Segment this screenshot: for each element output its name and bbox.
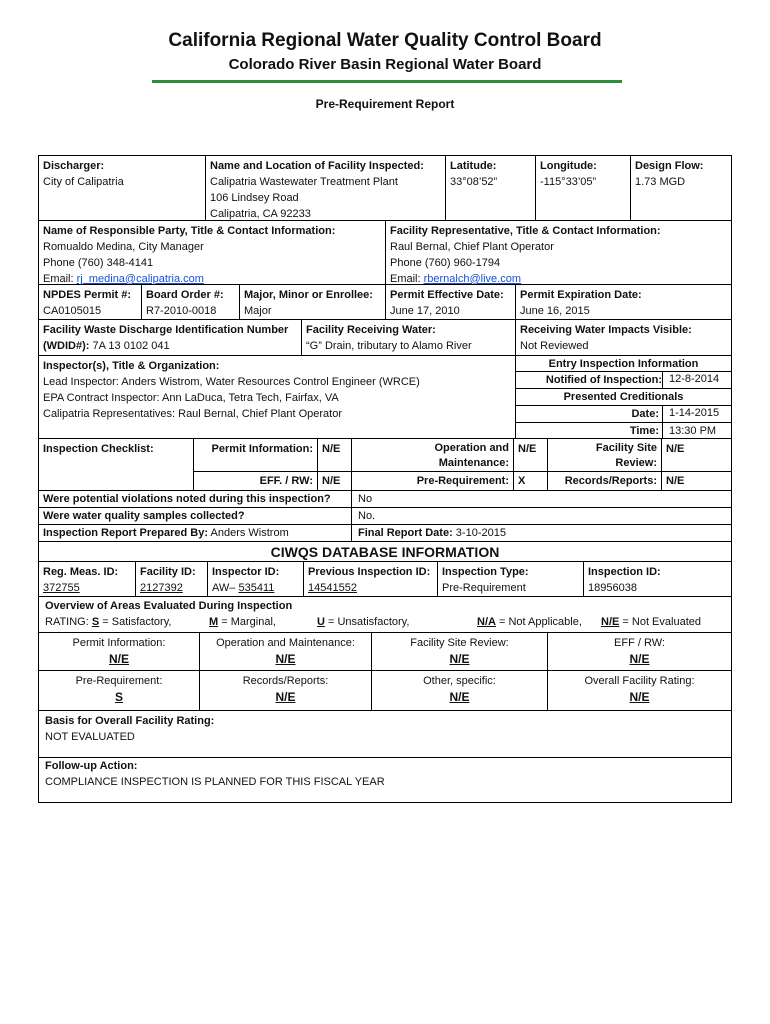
site-review-value-cell (661, 439, 731, 490)
wdid-cell (39, 320, 301, 355)
facility-id-cell (135, 562, 207, 596)
previous-inspection-value: 14541552 (308, 582, 357, 594)
report-title: Pre-Requirement Report (315, 97, 455, 111)
rating-s-text: = Satisfactory, (99, 616, 172, 628)
checklist-section (38, 439, 732, 491)
parties-section (38, 221, 732, 285)
entry-info-label: Entry Inspection Information (516, 356, 731, 372)
receiving-water-cell (301, 320, 515, 355)
facility-name-cell (205, 156, 445, 220)
followup-value: COMPLIANCE INSPECTION IS PLANNED FOR THIS FISCAL YEAR (45, 776, 385, 788)
responsible-email-label: Email: (43, 273, 77, 285)
violations-row (38, 491, 732, 508)
longitude-value: -115°33’05” (540, 176, 597, 188)
rating-label: RATING: (45, 616, 92, 628)
rep-label: Facility Representative, Title & Contact Information: (390, 225, 661, 237)
inspectors-section (38, 356, 732, 439)
facility-section (38, 155, 732, 221)
inspectors-line2: EPA Contract Inspector: Ann LaDuca, Tetra Tech, Fairfax, VA (43, 392, 339, 404)
inspector-id-prefix: AW– (212, 582, 239, 594)
latitude-value: 33°08’52” (450, 176, 498, 188)
board-subtitle: Colorado River Basin Regional Water Board (228, 56, 542, 73)
board-title: California Regional Water Quality Control Board (168, 30, 602, 51)
ciwqs-ids-section (38, 562, 732, 597)
responsible-label: Name of Responsible Party, Title & Contact Information: (43, 225, 336, 237)
waste-discharge-section (38, 320, 732, 356)
inspectors-line1: Lead Inspector: Anders Wistrom, Water Resources Control Engineer (WRCE) (43, 376, 420, 388)
rating-records-label: Records/Reports: (242, 675, 329, 687)
date-label: Date: (631, 408, 659, 420)
rating-cell-prereq (39, 671, 199, 710)
facility-name-label: Name and Location of Facility Inspected: (210, 160, 424, 172)
basis-section (38, 711, 732, 758)
records-value: N/E (666, 475, 685, 487)
major-cell (239, 285, 385, 319)
wdid-label: Facility Waste Discharge Identification Number (43, 324, 289, 336)
prepared-value: Anders Wistrom (210, 527, 289, 539)
board-order-value: R7-2010-0018 (146, 305, 217, 317)
overview-label: Overview of Areas Evaluated During Inspection (45, 600, 293, 612)
board-order-label: Board Order #: (146, 289, 224, 301)
rating-other-label: Other, specific: (423, 675, 496, 687)
inspection-id-cell (583, 562, 731, 596)
ratings-row-1 (38, 633, 732, 671)
facility-id-value: 2127392 (140, 582, 183, 594)
time-value: 13:30 PM (662, 423, 716, 439)
expiration-date-cell (515, 285, 731, 319)
ciwqs-heading-row (38, 542, 732, 562)
facility-rep-cell (385, 221, 731, 284)
design-flow-value: 1.73 MGD (635, 176, 686, 188)
rating-u-code: U (317, 616, 325, 628)
prereq-value: X (518, 475, 526, 487)
prepared-label: Inspection Report Prepared By: (43, 527, 209, 539)
permit-info-label-cell (193, 439, 317, 490)
rating-overall-value: N/E (629, 690, 650, 704)
violations-value: No (351, 491, 731, 507)
site-review-label-cell (547, 439, 661, 490)
prereq-label: Pre-Requirement: (416, 475, 509, 487)
rating-legend (45, 614, 725, 630)
longitude-label: Longitude: (540, 160, 597, 172)
site-review-value: N/E (662, 439, 731, 472)
expiration-label: Permit Expiration Date: (520, 289, 642, 301)
inspector-id-label: Inspector ID: (212, 566, 280, 578)
npdes-label: NPDES Permit #: (43, 289, 132, 301)
site-review-label-2: Review: (615, 457, 657, 469)
wdid-value: 7A 13 0102 041 (92, 340, 170, 352)
prepared-row (38, 525, 732, 542)
inspectors-line3: Calipatria Representatives: Raul Bernal, Chief Plant Operator (43, 408, 342, 420)
rating-cell-permit-info (39, 633, 199, 670)
facility-id-label: Facility ID: (140, 566, 196, 578)
basis-value: NOT EVALUATED (45, 731, 135, 743)
om-label-2: Maintenance: (438, 457, 509, 469)
samples-row (38, 508, 732, 525)
rating-om-label: Operation and Maintenance: (216, 637, 355, 649)
followup-label: Follow-up Action: (45, 760, 138, 772)
effective-date-cell (385, 285, 515, 319)
site-review-label-1: Facility Site (595, 442, 657, 454)
rating-na-text: = Not Applicable, (495, 616, 582, 628)
inspection-type-value: Pre-Requirement (442, 582, 526, 594)
previous-inspection-cell (303, 562, 437, 596)
rep-name: Raul Bernal, Chief Plant Operator (390, 241, 554, 253)
responsible-phone: Phone (760) 348-4141 (43, 257, 154, 269)
permit-section (38, 285, 732, 320)
overview-section (38, 597, 732, 633)
responsible-party-cell (39, 221, 385, 284)
rating-prereq-value: S (114, 690, 123, 704)
design-flow-label: Design Flow: (635, 160, 704, 172)
records-label: Records/Reports: (564, 475, 657, 487)
violations-label: Were potential violations noted during this inspection? (43, 493, 331, 505)
impacts-value: Not Reviewed (520, 340, 589, 352)
om-label-cell (351, 439, 513, 490)
rating-s-code: S (91, 616, 100, 628)
rating-permit-info-value: N/E (108, 652, 129, 666)
major-value: Major (244, 305, 272, 317)
inspectors-label: Inspector(s), Title & Organization: (43, 360, 220, 372)
rating-cell-eff (547, 633, 731, 670)
major-label: Major, Minor or Enrollee: (244, 289, 373, 301)
inspection-id-label: Inspection ID: (588, 566, 661, 578)
inspector-id-value: 535411 (238, 582, 275, 594)
design-flow-cell (630, 156, 731, 220)
rating-m-text: = Marginal, (218, 616, 276, 628)
notified-label: Notified of Inspection: (545, 374, 662, 386)
rating-prereq-label: Pre-Requirement: (75, 675, 163, 687)
reg-meas-label: Reg. Meas. ID: (43, 566, 119, 578)
rating-cell-other (371, 671, 547, 710)
ciwqs-heading: CIWQS DATABASE INFORMATION (270, 544, 500, 560)
followup-section (38, 758, 732, 803)
responsible-name: Romualdo Medina, City Manager (43, 241, 204, 253)
discharger-label: Discharger: (43, 160, 105, 172)
reg-meas-value: 372755 (43, 582, 80, 594)
rating-eff-label: EFF / RW: (614, 637, 665, 649)
rating-permit-info-label: Permit Information: (72, 637, 166, 649)
presented-label: Presented Creditionals (516, 389, 731, 406)
date-value: 1-14-2015 (662, 405, 719, 423)
rating-site-review-label: Facility Site Review: (410, 637, 509, 649)
rating-records-value: N/E (275, 690, 296, 704)
latitude-label: Latitude: (450, 160, 497, 172)
longitude-cell (535, 156, 630, 220)
receiving-value: “G” Drain, tributary to Alamo River (306, 340, 472, 352)
final-date-label: Final Report Date: (358, 527, 453, 539)
permit-info-value-cell (317, 439, 351, 490)
basis-label: Basis for Overall Facility Rating: (45, 715, 215, 727)
facility-name-line3: Calipatria, CA 92233 (210, 208, 311, 220)
rating-cell-records (199, 671, 371, 710)
rating-ne-text: = Not Evaluated (619, 616, 701, 628)
inspection-id-value: 18956038 (588, 582, 637, 594)
board-order-cell (141, 285, 239, 319)
rating-cell-site-review (371, 633, 547, 670)
rating-eff-value: N/E (629, 652, 650, 666)
facility-name-line1: Calipatria Wastewater Treatment Plant (210, 176, 398, 188)
inspector-id-cell (207, 562, 303, 596)
inspection-type-label: Inspection Type: (442, 566, 529, 578)
eff-value: N/E (322, 475, 341, 487)
receiving-label: Facility Receiving Water: (306, 324, 436, 336)
rating-m-code: M (209, 616, 219, 628)
samples-label: Were water quality samples collected? (43, 510, 245, 522)
discharger-value: City of Calipatria (43, 176, 124, 188)
entry-info-cell (515, 356, 731, 438)
om-value: N/E (514, 439, 547, 472)
inspection-type-cell (437, 562, 583, 596)
rep-email-label: Email: (390, 273, 424, 285)
permit-info-label: Permit Information: (194, 439, 317, 472)
samples-value: No. (351, 508, 731, 524)
rating-na-code: N/A (477, 616, 496, 628)
npdes-cell (39, 285, 141, 319)
inspectors-cell (39, 356, 515, 438)
om-value-cell (513, 439, 547, 490)
rating-ne-code: N/E (601, 616, 620, 628)
latitude-cell (445, 156, 535, 220)
previous-inspection-label: Previous Inspection ID: (308, 566, 431, 578)
reg-meas-cell (39, 562, 135, 596)
facility-name-line2: 106 Lindsey Road (210, 192, 299, 204)
rep-email-link[interactable]: rbernalch@live.com (423, 273, 521, 285)
effective-value: June 17, 2010 (390, 305, 460, 317)
expiration-value: June 16, 2015 (520, 305, 590, 317)
notified-value: 12-8-2014 (662, 371, 719, 389)
eff-label: EFF. / RW: (259, 475, 313, 487)
rating-site-review-value: N/E (449, 652, 470, 666)
npdes-value: CA0105015 (43, 305, 102, 317)
responsible-email-link[interactable]: rj_medina@calipatria.com (76, 273, 204, 285)
rating-cell-om (199, 633, 371, 670)
rating-om-value: N/E (275, 652, 296, 666)
impacts-label: Receiving Water Impacts Visible: (520, 324, 692, 336)
permit-info-value: N/E (318, 439, 351, 472)
rep-phone: Phone (760) 960-1794 (390, 257, 501, 269)
final-date-value: 3-10-2015 (455, 527, 506, 539)
om-label-1: Operation and (434, 442, 509, 454)
rating-other-value: N/E (449, 690, 470, 704)
rating-overall-label: Overall Facility Rating: (584, 675, 695, 687)
time-label: Time: (629, 425, 659, 437)
title-divider (152, 80, 622, 83)
rating-u-text: = Unsatisfactory, (324, 616, 410, 628)
rating-cell-overall (547, 671, 731, 710)
wdid-prefix: (WDID#): (43, 340, 90, 352)
checklist-label: Inspection Checklist: (43, 443, 154, 455)
effective-label: Permit Effective Date: (390, 289, 504, 301)
ratings-row-2 (38, 671, 732, 711)
impacts-cell (515, 320, 731, 355)
discharger-cell (39, 156, 205, 220)
